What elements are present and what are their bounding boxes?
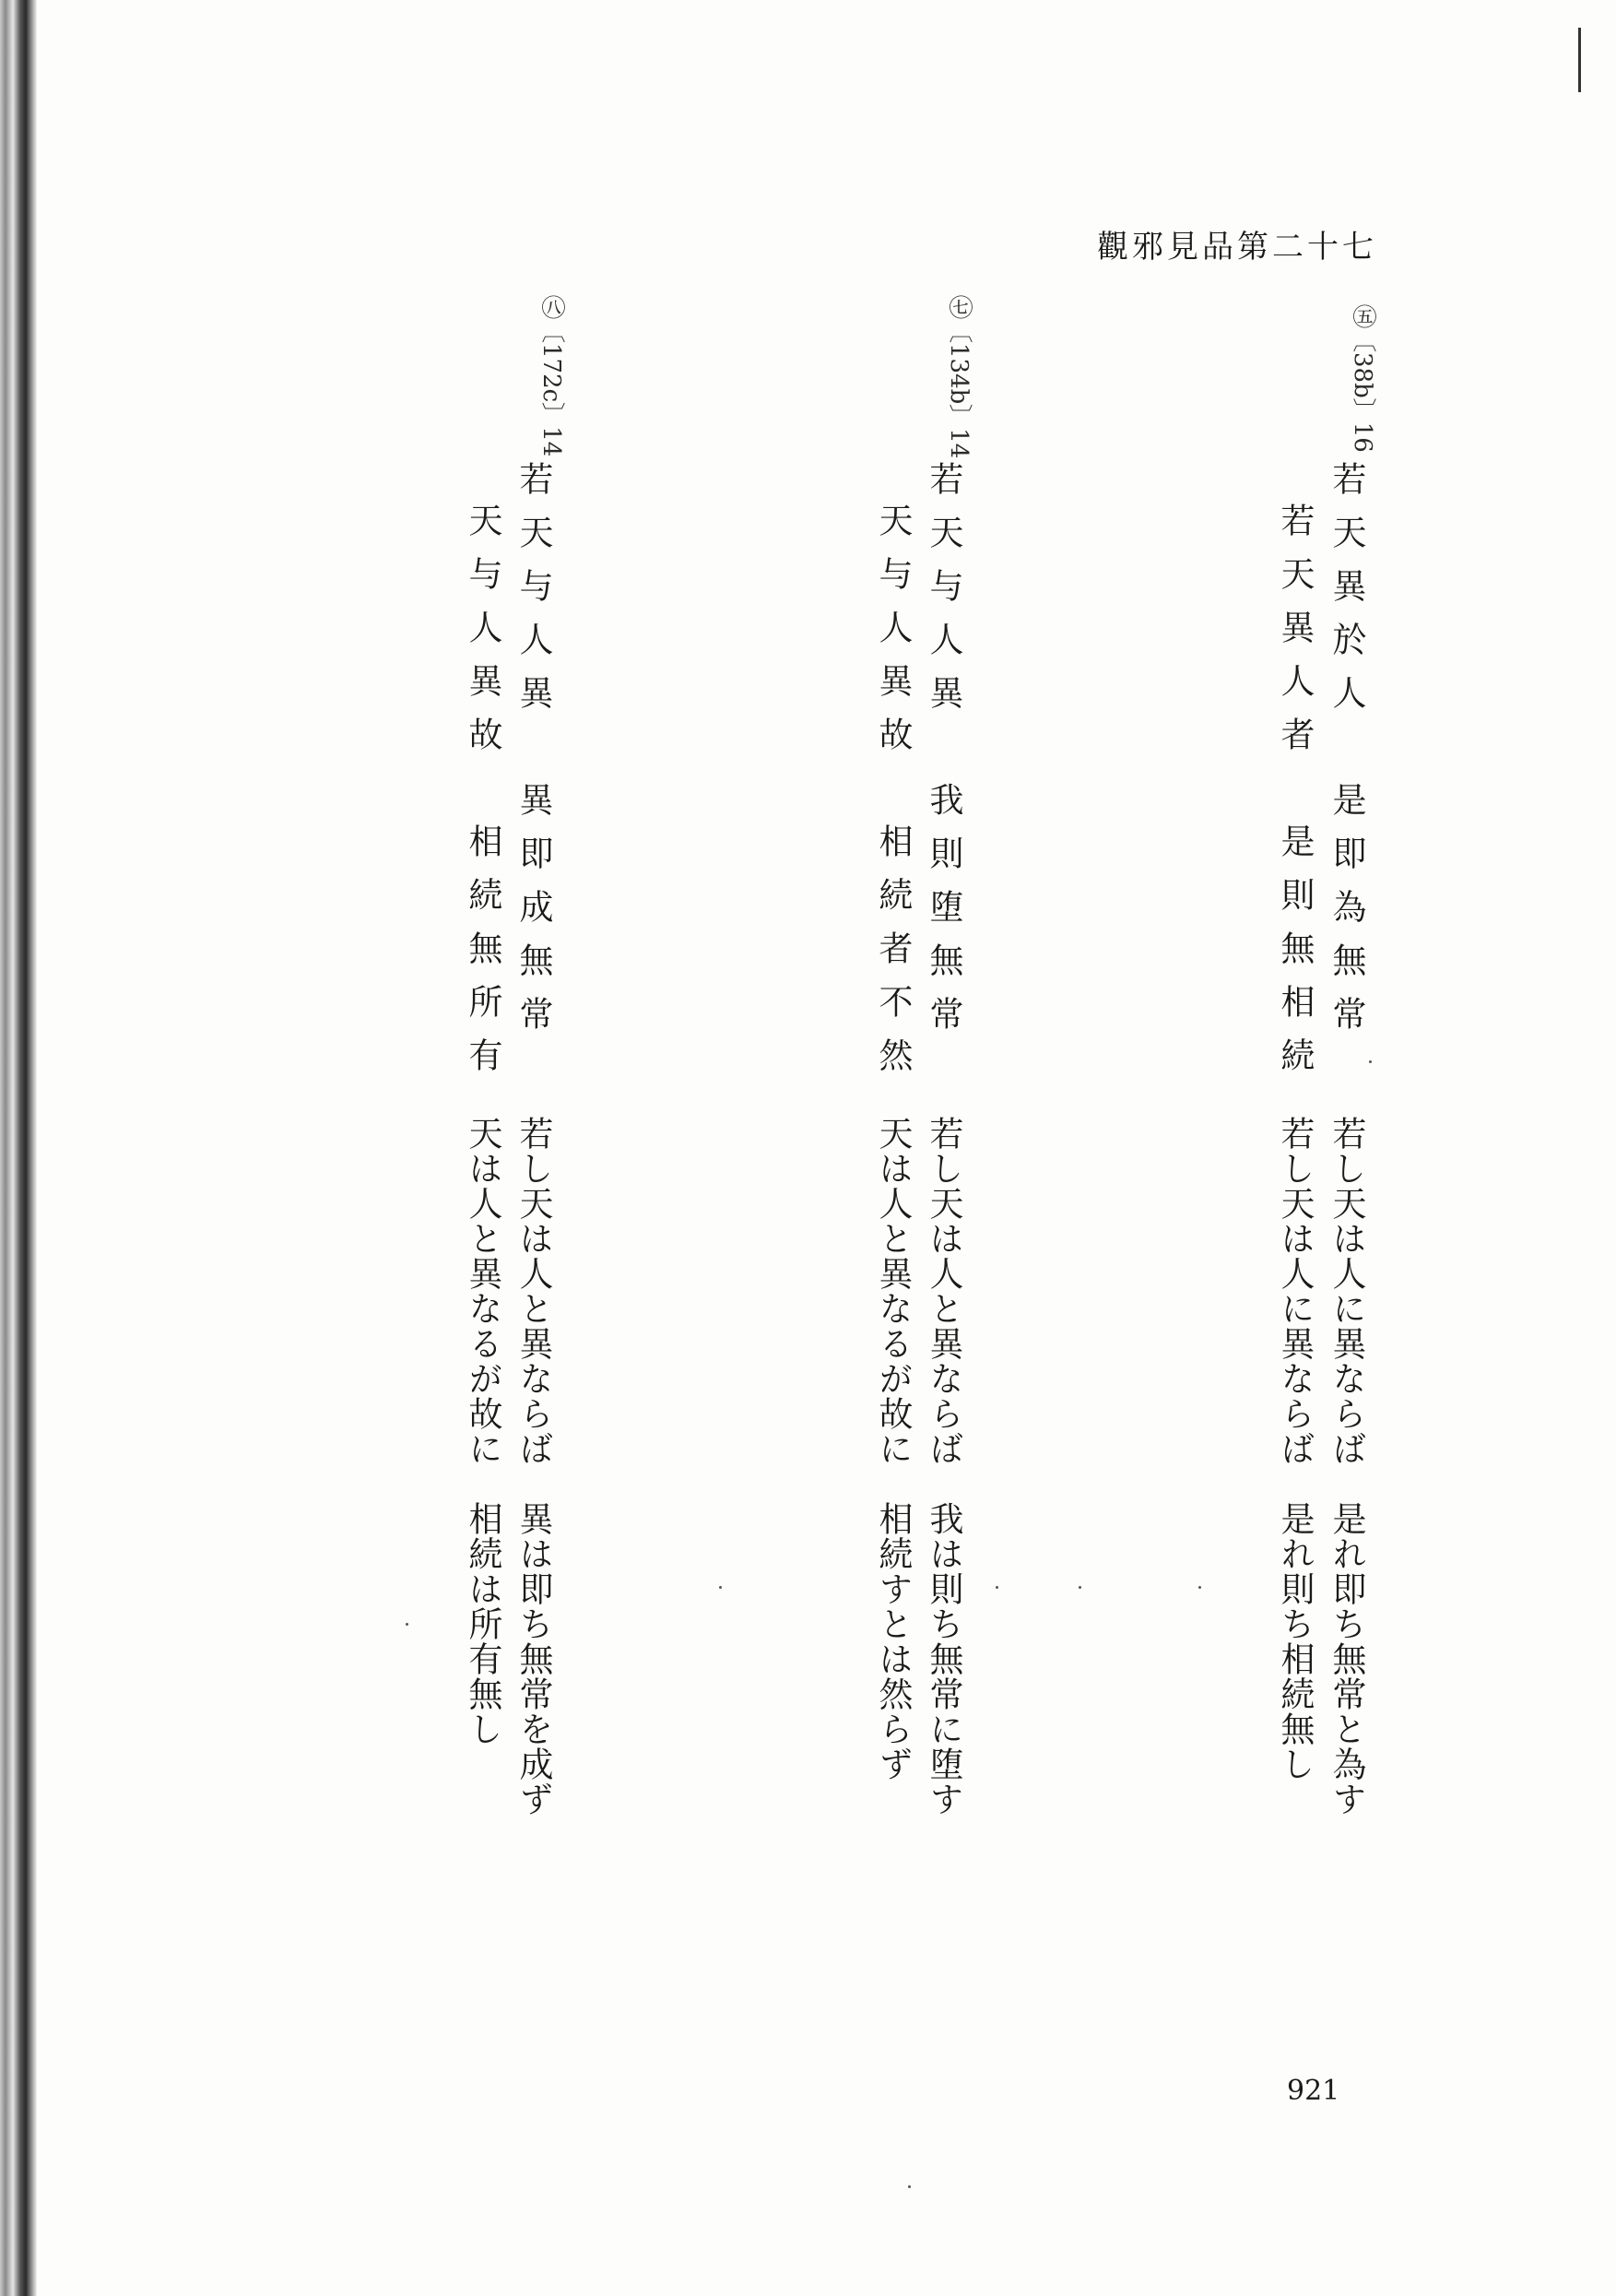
kanbun-line: 若天与人異 我則堕無常 bbox=[924, 461, 963, 1049]
gloss-line: 若し天は人と異ならば 我は則ち無常に堕す bbox=[924, 1116, 963, 1817]
gloss-line: 若し天は人に異ならば 是れ則ち相続無し bbox=[1275, 1116, 1315, 1781]
section-ref: ㊄〔38b〕16 bbox=[1349, 304, 1376, 453]
section-ref: ㊆〔134b〕14 bbox=[945, 295, 973, 459]
scan-speck bbox=[908, 2185, 911, 2188]
gloss-line: 天は人と異なるが故に 相続すとは然らず bbox=[873, 1116, 913, 1781]
gloss-line: 若し天は人と異ならば 異は即ち無常を成ず bbox=[513, 1116, 553, 1817]
kanbun-line: 若天異於人 是即為無常 bbox=[1327, 461, 1366, 1049]
section-ref: ㊇〔172c〕14 bbox=[537, 295, 565, 457]
page-number: 921 bbox=[1287, 2075, 1340, 2107]
scan-speck bbox=[1369, 1060, 1372, 1063]
scan-mark bbox=[1578, 28, 1581, 92]
kanbun-line: 若天異人者 是則無相続 bbox=[1275, 503, 1315, 1091]
scan-speck bbox=[996, 1586, 998, 1589]
kanbun-line: 天与人異故 相続無所有 bbox=[463, 503, 502, 1091]
scan-speck bbox=[1198, 1586, 1201, 1589]
scan-speck bbox=[406, 1623, 408, 1626]
gloss-line: 若し天は人に異ならば 是れ即ち無常と為す bbox=[1327, 1116, 1366, 1817]
scan-speck bbox=[1079, 1586, 1081, 1589]
scan-speck bbox=[719, 1586, 722, 1589]
page-scan-edge bbox=[0, 0, 37, 2296]
kanbun-line: 若天与人異 異即成無常 bbox=[513, 461, 553, 1049]
kanbun-line: 天与人異故 相続者不然 bbox=[873, 503, 913, 1091]
gloss-line: 天は人と異なるが故に 相続は所有無し bbox=[463, 1116, 502, 1746]
page-title: 觀邪見品第二十七 bbox=[1097, 229, 1377, 266]
